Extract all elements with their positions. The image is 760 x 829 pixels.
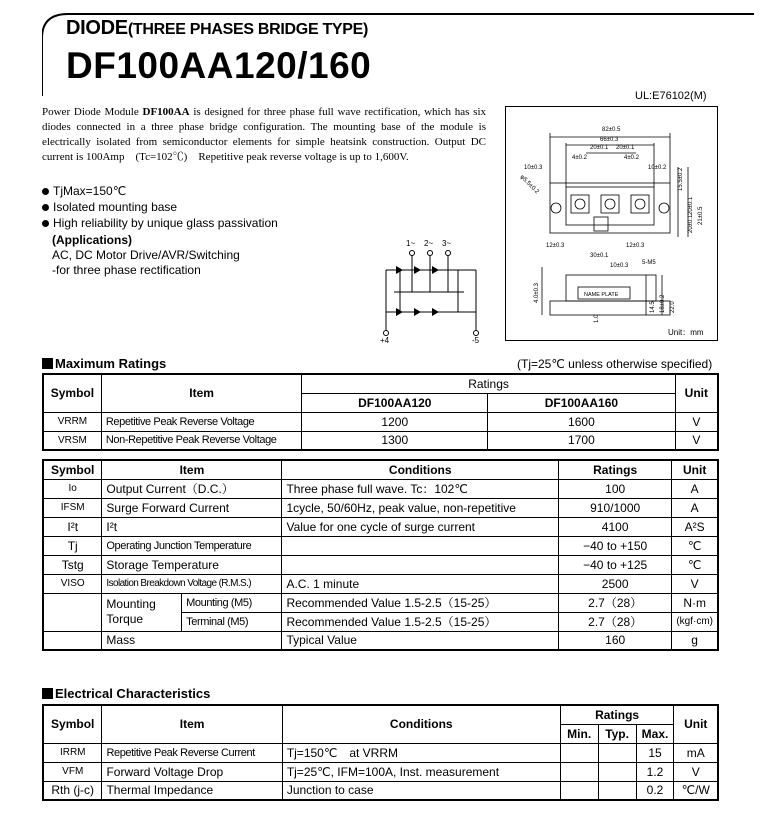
- circuit-schematic: [376, 236, 496, 351]
- terminal-label-2: 2~: [424, 239, 434, 248]
- table-row: IFSM Surge Forward Current 1cycle, 50/60Hz, peak value, non-repetitive 910/1000 A: [43, 498, 718, 517]
- dim-height-a: 15.5±0.2: [678, 167, 684, 191]
- table-row: VRSM Non-Repetitive Peak Reverse Voltage 1300 1700 V: [43, 431, 718, 450]
- table-row: I²t I²t Value for one cycle of surge current 4100 A²S: [43, 517, 718, 536]
- drawing-unit: Unit：mm: [668, 328, 704, 337]
- section-square-icon: [42, 688, 53, 699]
- dim-height-d: 21±0.5: [698, 206, 704, 225]
- header-min: Min.: [560, 724, 598, 743]
- condition-note: (Tj=25℃ unless otherwise specified): [517, 357, 713, 371]
- category: DIODE: [66, 17, 128, 39]
- header-symbol: Symbol: [43, 374, 101, 412]
- terminal-label-3: 3~: [442, 239, 452, 248]
- section-square-icon: [42, 358, 53, 369]
- dim-side-b: 18±0.2: [660, 294, 666, 313]
- header-unit: Unit: [672, 460, 718, 479]
- name-plate-label: NAME PLATE: [584, 292, 619, 298]
- table-row: VRRM Repetitive Peak Reverse Voltage 1200 1600 V: [43, 412, 718, 431]
- table-row: VISO Isolation Breakdown Voltage (R.M.S.) A.C. 1 minute 2500 V: [43, 574, 718, 593]
- application-item: -for three phase rectification: [52, 263, 201, 277]
- header-model-120: DF100AA120: [302, 393, 488, 412]
- feature-item: Isolated mounting base: [42, 199, 278, 215]
- header-item: Item: [102, 460, 282, 479]
- dim-height-c: 20±0.1: [688, 214, 694, 233]
- bullet-icon: [42, 188, 49, 195]
- dim-bottom-sub: 10±0.3: [610, 263, 629, 269]
- table-row: VFM Forward Voltage Drop Tj=25℃, IFM=100A, Inst. measurement 1.2 V: [43, 762, 718, 781]
- header-symbol: Symbol: [43, 460, 102, 479]
- outline-drawing: [505, 106, 718, 341]
- section-title-electrical: Electrical Characteristics: [42, 686, 210, 701]
- electrical-table: [42, 704, 719, 801]
- header-typ: Typ.: [598, 724, 636, 743]
- dim-top-offset: 10±0.2: [648, 165, 667, 171]
- dim-terminal-pitch-1: 20±0.1: [590, 145, 609, 151]
- description-part: DF100AA: [142, 106, 190, 118]
- terminal-label-minus: -5: [472, 336, 480, 345]
- dim-edge-left: 4±0.2: [572, 155, 587, 161]
- feature-item: TjMax=150℃: [42, 183, 278, 199]
- feature-item: High reliability by unique glass passivation: [42, 215, 278, 231]
- dim-bottom-mid: 30±0.1: [590, 253, 609, 259]
- header-ratings: Ratings: [560, 705, 674, 724]
- header-unit: Unit: [674, 705, 718, 743]
- feature-list: [42, 183, 278, 231]
- application-item: AC, DC Motor Drive/AVR/Switching: [52, 248, 240, 262]
- header-item: Item: [101, 374, 302, 412]
- dim-side-c: 22.0: [670, 301, 676, 313]
- header-item: Item: [102, 705, 282, 743]
- table-row: Tj Operating Junction Temperature −40 to +150 ℃: [43, 536, 718, 555]
- header-ratings: Ratings: [302, 374, 675, 393]
- product-category: [66, 17, 368, 40]
- category-sub: (THREE PHASES BRIDGE TYPE): [127, 21, 369, 38]
- ratings-conditions-table: [42, 459, 719, 651]
- page-title: DF100AA120/160: [66, 45, 372, 86]
- table-row: Io Output Current（D.C.） Three phase full wave. Tc：102℃ 100 A: [43, 479, 718, 498]
- max-ratings-table: [42, 373, 719, 451]
- header-unit: Unit: [675, 374, 718, 412]
- terminal-label-1: 1~: [406, 239, 416, 248]
- mounting-torque-label: Mounting Torque: [102, 593, 182, 631]
- bullet-icon: [42, 220, 49, 227]
- dim-base: 1.0: [594, 314, 600, 323]
- dim-overall-length: 82±0.5: [602, 127, 621, 133]
- ul-mark: UL:E76102(M): [635, 90, 707, 102]
- description: Power Diode Module DF100AA is designed for three phase full wave rectification, which has six diodes connected in a three phase bridge configuration. The mounting base of the module is electrically isolated from semiconductor elements for simple heatsink construction. Output DC current is 100Amp (Tc=102℃) Repetitive peak reverse voltage is up to 1,600V.: [42, 106, 486, 163]
- header-conditions: Conditions: [282, 705, 560, 743]
- header-symbol: Symbol: [43, 705, 102, 743]
- header-ratings: Ratings: [559, 460, 672, 479]
- dim-side-a: 14.5: [650, 301, 656, 313]
- header-conditions: Conditions: [282, 460, 559, 479]
- table-row: Mass Typical Value 160 g: [43, 631, 718, 650]
- dim-left-offset: 10±0.3: [524, 165, 543, 171]
- applications-title: (Applications): [52, 233, 132, 247]
- table-row: IRRM Repetitive Peak Reverse Current Tj=150℃ at VRRM 15 mA: [43, 743, 718, 762]
- terminal-label-plus: +4: [380, 336, 390, 345]
- dim-bottom-right: 12±0.3: [626, 243, 645, 249]
- dim-edge-right: 4±0.2: [624, 155, 639, 161]
- table-row-mounting: Mounting Torque Mounting (M5) Recommended Value 1.5-2.5（15-25） 2.7（28） N·m: [43, 593, 718, 612]
- header-model-160: DF100AA160: [488, 393, 676, 412]
- dim-hole-pitch: 66±0.3: [600, 137, 619, 143]
- table-row: Rth (j-c) Thermal Impedance Junction to case 0.2 ℃/W: [43, 781, 718, 800]
- table-row: Tstg Storage Temperature −40 to +125 ℃: [43, 555, 718, 574]
- dim-bottom-left: 12±0.3: [546, 243, 565, 249]
- dim-height-b: 20±0.1: [688, 196, 694, 215]
- dim-hole-dia: φ5.5±0.2: [518, 174, 540, 196]
- header-max: Max.: [636, 724, 674, 743]
- table-row-mounting: Terminal (M5) Recommended Value 1.5-2.5（15-25） 2.7（28） (kgf·cm): [43, 612, 718, 631]
- dim-terminal-pitch-2: 20±0.1: [616, 145, 635, 151]
- applications: [52, 233, 240, 278]
- dim-side-height: 4.0±0.3: [534, 283, 540, 303]
- section-title-max-ratings: Maximum Ratings: [42, 356, 166, 371]
- dim-screw: 5-M5: [642, 260, 656, 266]
- bullet-icon: [42, 204, 49, 211]
